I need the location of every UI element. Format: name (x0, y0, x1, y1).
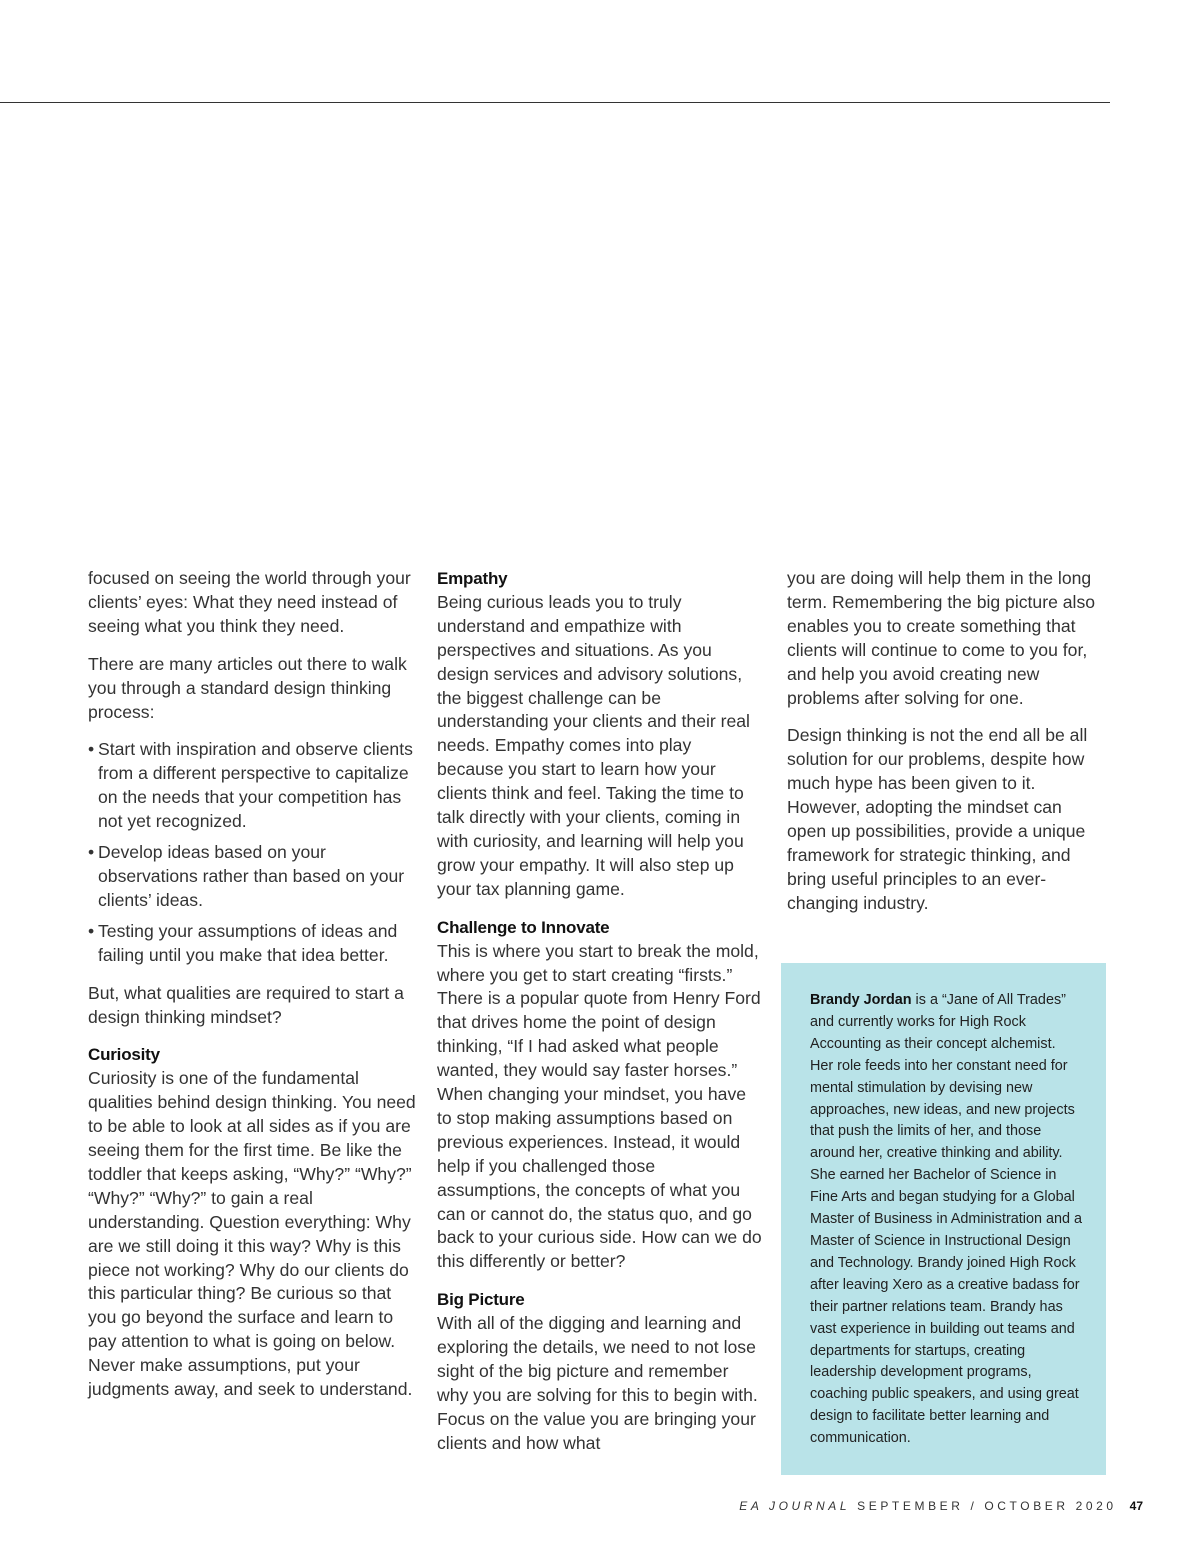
paragraph: Design thinking is not the end all be all solution for our problems, despite how much hype has been given to it. However, adopting the mindset can open up possibilities, provide a unique framework for strategic thinking, and bring useful principles to an ever-changing industry. (787, 725, 1088, 913)
design-process-list (88, 738, 418, 967)
paragraph: With all of the digging and learning and exploring the details, we need to not lose sight of the big picture and remember why you are solving for this to begin with. Focus on the value you are bringing your clients and how what (437, 1313, 758, 1453)
article-column-3 (787, 567, 1105, 930)
paragraph: Being curious leads you to truly understand and empathize with perspectives and situations. As you design services and advisory solutions, the biggest challenge can be understanding your clients and their real needs. Empathy comes into play because you start to learn how your clients think and feel. Taking the time to talk directly with your clients, coming in with curiosity, and learning will help you grow your empathy. It will also step up your tax planning game. (437, 591, 750, 899)
author-bio-text: is a “Jane of All Trades” and currently works for High Rock Accounting as their concept alchemist. Her role feeds into her constant need for mental stimulation by devising new approaches, new ideas, and new projects that push the limits of her, and those around her, creative thinking and ability. She earned her Bachelor of Science in Fine Arts and began studying for a Global Master of Business in Administration and a Master of Science in Instructional Design and Technology. Brandy joined High Rock after leaving Xero as a creative badass for their partner relations team. Brandy has vast experience in building out teams and departments for startups, creating leadership development programs, coaching public speakers, and using great design to facilitate better learning and communication. (810, 992, 1082, 1447)
journal-name: EA JOURNAL (739, 1499, 851, 1513)
article-column-2 (437, 567, 762, 1470)
paragraph: This is where you start to break the mold, where you get to start creating “firsts.” There is a popular quote from Henry Ford that drives home the point of design thinking, “If I had asked what people wanted, they would say faster horses.” When changing your mindset, you have to stop making assumptions based on previous experiences. Instead, it would help if you challenged those assumptions, the concepts of what you can or cannot do, the status quo, and go back to your curious side. How can we do this differently or better? (437, 940, 762, 1272)
paragraph: focused on seeing the world through your clients’ eyes: What they need instead of seeing what you think they need. (88, 568, 411, 636)
paragraph: There are many articles out there to walk you through a standard design thinking process: (88, 653, 407, 722)
section-heading-empathy: Empathy (437, 569, 508, 588)
section-heading-big-picture: Big Picture (437, 1290, 525, 1310)
section-heading-curiosity: Curiosity (88, 1045, 160, 1065)
list-item: • Develop ideas based on your observations rather than based on your clients’ ideas. (88, 841, 418, 913)
list-item: • Testing your assumptions of ideas and failing until you make that idea better. (88, 920, 418, 968)
paragraph: Curiosity is one of the fundamental qualities behind design thinking. You need to be able to look at all sides as if you are seeing them for the first time. Be like the toddler that keeps asking, “Why?” “Why?” “Why?” “Why?” to gain a real understanding. Question everything: Why are we still doing it this way? Why is this piece not working? Why do our clients do this particular thing? Be curious so that you go beyond the surface and learn to pay attention to what is going on below. Never make assumptions, put your judgments away, and seek to understand. (88, 1068, 416, 1400)
paragraph: you are doing will help them in the long term. Remembering the big picture also enables you to create something that clients will continue to come to you for, and help you avoid creating new problems after solving for one. (787, 568, 1096, 708)
paragraph: But, what qualities are required to start a design thinking mindset? (88, 982, 404, 1027)
section-heading-challenge: Challenge to Innovate (437, 917, 610, 937)
list-item: • Start with inspiration and observe clients from a different perspective to capitalize on the needs that your competition has not yet recognized. (88, 738, 418, 834)
issue-date: SEPTEMBER / OCTOBER 2020 (857, 1499, 1117, 1513)
author-bio-box (781, 963, 1106, 1475)
page-footer (739, 1499, 1143, 1513)
article-column-1 (88, 567, 418, 1416)
top-rule (0, 102, 1110, 103)
page-number: 47 (1129, 1499, 1143, 1513)
author-name: Brandy Jordan (810, 992, 912, 1008)
